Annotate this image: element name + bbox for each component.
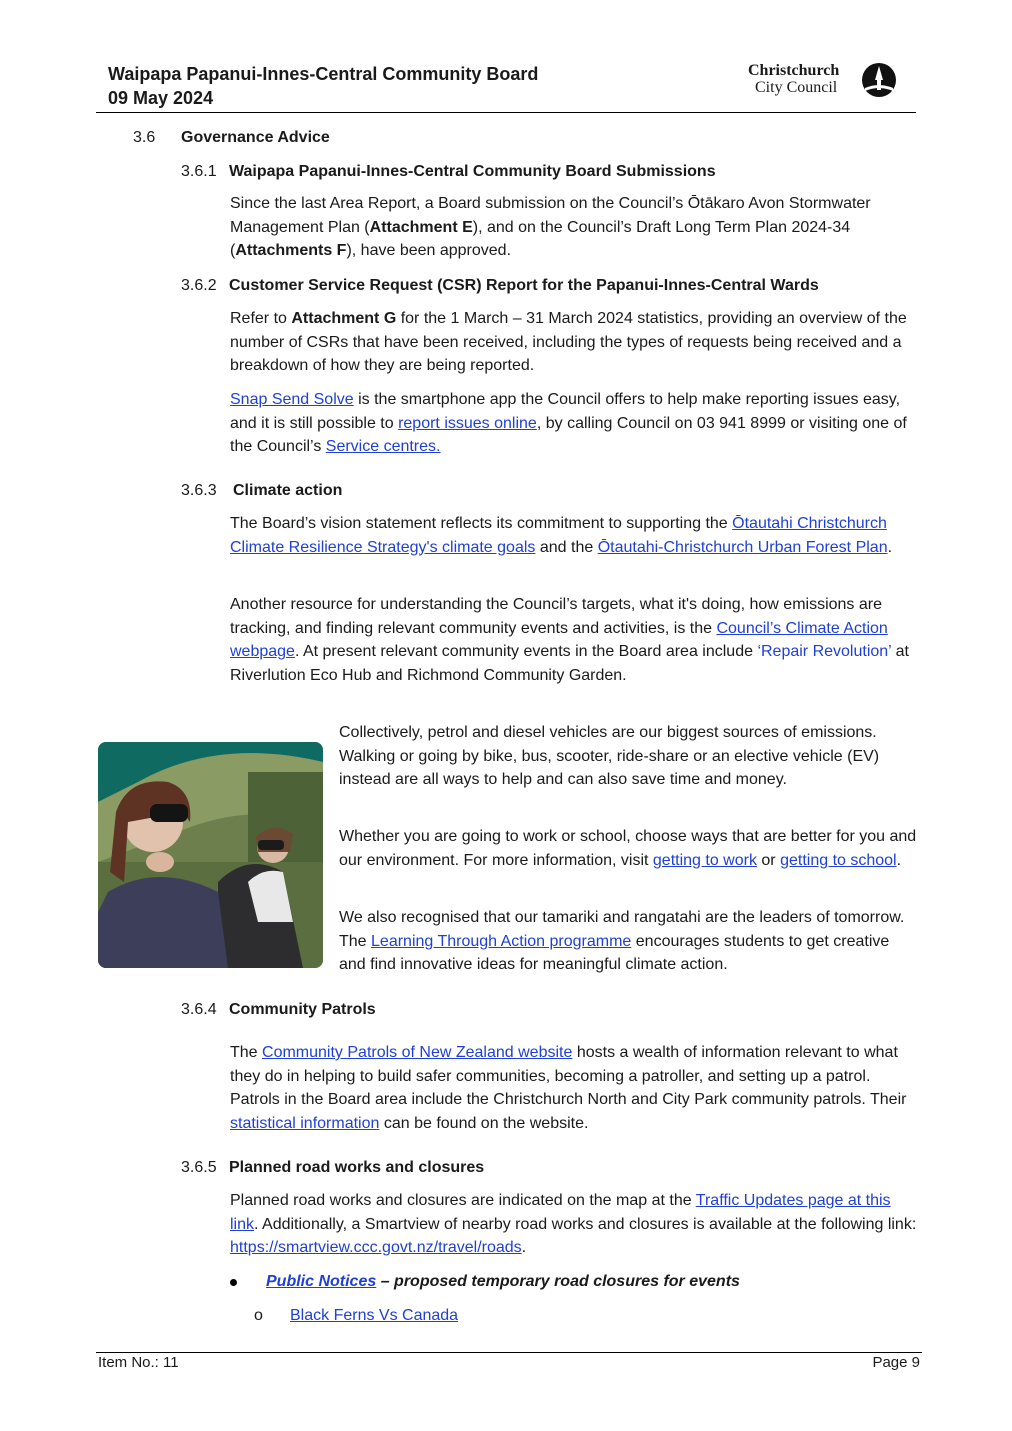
subsection-365-heading bbox=[181, 1156, 484, 1180]
footer-rule bbox=[96, 1352, 922, 1353]
page-number: Page 9 bbox=[872, 1354, 920, 1371]
vision-paragraph: The Board’s vision statement reflects its commitment to supporting the Ōtautahi Christchurch Climate Resilience Strategy's climate goals and the Ōtautahi-Christchurch Urban Forest Plan. bbox=[230, 515, 893, 556]
subsection-number: 3.6.1 bbox=[181, 163, 217, 180]
section-title: Governance Advice bbox=[181, 129, 330, 146]
subsection-title: Climate action bbox=[233, 482, 343, 499]
statistical-information-link[interactable]: statistical information bbox=[230, 1114, 380, 1132]
community-patrols-paragraph: The Community Patrols of New Zealand website hosts a wealth of information relevant to what they do in helping to build safer communities, becoming a patroller, and setting up a patrol. Patrols in the Board area include the Christchurch North and City Park community patrols. Their statistical information can be found on the website. bbox=[230, 1044, 907, 1132]
black-ferns-vs-canada-link[interactable]: Black Ferns Vs Canada bbox=[290, 1307, 459, 1324]
climate-action-webpage-link[interactable]: Council’s Climate Action webpage bbox=[230, 619, 888, 661]
report-issues-online-link[interactable]: report issues online bbox=[398, 414, 537, 432]
work-school-paragraph: Whether you are going to work or school, choose ways that are better for you and our environment. For more information, visit getting to work or getting to school. bbox=[339, 828, 917, 869]
getting-to-work-link[interactable]: getting to work bbox=[652, 851, 757, 869]
service-centres-link[interactable]: Service centres. bbox=[325, 438, 441, 456]
cathedral-logo-icon bbox=[861, 62, 897, 98]
document-header bbox=[108, 62, 538, 110]
subsection-361-heading bbox=[181, 160, 716, 184]
learning-through-action-link[interactable]: Learning Through Action programme bbox=[371, 932, 632, 950]
repair-revolution-link[interactable]: ‘Repair Revolution’ bbox=[757, 643, 892, 661]
tamariki-paragraph: We also recognised that our tamariki and rangatahi are the leaders of tomorrow. The Learning Through Action programme encourages students to get creative and find innovative ideas for meaningful climate action. bbox=[339, 909, 905, 974]
logo-line1: Christchurch bbox=[748, 62, 840, 79]
bullet-icon bbox=[230, 1279, 237, 1286]
subsection-title: Waipapa Papanui-Innes-Central Community Board Submissions bbox=[229, 163, 716, 180]
council-logo bbox=[748, 62, 898, 102]
header-rule bbox=[96, 112, 916, 113]
subsection-number: 3.6.5 bbox=[181, 1159, 217, 1176]
snap-send-solve-paragraph: Snap Send Solve is the smartphone app the Council offers to help make reporting issues easy, and it is still possible to report issues online, by calling Council on 03 941 8999 or visiting one of the Council’s Service centres. bbox=[230, 391, 907, 456]
subsection-362-heading bbox=[181, 274, 819, 298]
subsection-number: 3.6.2 bbox=[181, 277, 217, 294]
item-number: Item No.: 11 bbox=[98, 1354, 179, 1371]
subsection-363-heading bbox=[181, 479, 342, 503]
snap-send-solve-link[interactable]: Snap Send Solve bbox=[230, 391, 354, 408]
community-patrols-website-link[interactable]: Community Patrols of New Zealand website bbox=[262, 1044, 573, 1061]
climate-resilience-strategy-link[interactable]: Ōtautahi Christchurch Climate Resilience Strategy's climate goals bbox=[230, 515, 887, 556]
smartview-link[interactable]: https://smartview.ccc.govt.nz/travel/roads bbox=[230, 1239, 522, 1257]
subsection-number: 3.6.4 bbox=[181, 1001, 217, 1018]
section-number: 3.6 bbox=[133, 129, 156, 146]
binoculars-photo bbox=[98, 742, 323, 968]
subsection-364-heading bbox=[181, 998, 376, 1022]
meeting-date: 09 May 2024 bbox=[108, 88, 214, 108]
board-name: Waipapa Papanui-Innes-Central Community Board bbox=[108, 64, 539, 84]
urban-forest-plan-link[interactable]: Ōtautahi-Christchurch Urban Forest Plan bbox=[597, 538, 888, 556]
public-notices-link[interactable]: Public Notices bbox=[266, 1273, 377, 1290]
traffic-updates-link[interactable]: Traffic Updates page at this link bbox=[230, 1192, 891, 1233]
climate-resource-paragraph: Another resource for understanding the Council’s targets, what it's doing, how emissions are tracking, and finding relevant community events and activities, is the Council’s Climate Action webpage. At present relevant community events in the Board area include ‘Repair Revolution’ at Riverlution Eco Hub and Richmond Community Garden. bbox=[230, 596, 909, 684]
vehicles-paragraph: Collectively, petrol and diesel vehicles are our biggest sources of emissions. Walking or going by bike, bus, scooter, ride-share or an elective vehicle (EV) instead are all ways to help and can also save time and money. bbox=[339, 724, 880, 789]
submissions-paragraph: Since the last Area Report, a Board submission on the Council’s Ōtākaro Avon Stormwater Management Plan (Attachment E), and on the Council’s Draft Long Term Plan 2024-34 (Attachments F), have been approved. bbox=[230, 195, 871, 260]
csr-paragraph: Refer to Attachment G for the 1 March – 31 March 2024 statistics, providing an overview of the number of CSRs that have been received, including the types of requests being received and a breakdown of how they are being reported. bbox=[230, 310, 907, 375]
subsection-title: Planned road works and closures bbox=[229, 1159, 485, 1176]
subsection-title: Customer Service Request (CSR) Report for the Papanui-Innes-Central Wards bbox=[229, 277, 819, 294]
subsection-number: 3.6.3 bbox=[181, 482, 217, 499]
sub-bullet-marker: o bbox=[254, 1307, 263, 1324]
logo-line2: City Council bbox=[755, 79, 838, 96]
road-works-paragraph: Planned road works and closures are indicated on the map at the Traffic Updates page at this link. Additionally, a Smartview of nearby road works and closures is available at the following link: https://smartview.ccc.govt.nz/travel/roads. bbox=[230, 1192, 917, 1257]
getting-to-school-link[interactable]: getting to school bbox=[780, 851, 897, 869]
subsection-title: Community Patrols bbox=[229, 1001, 376, 1018]
